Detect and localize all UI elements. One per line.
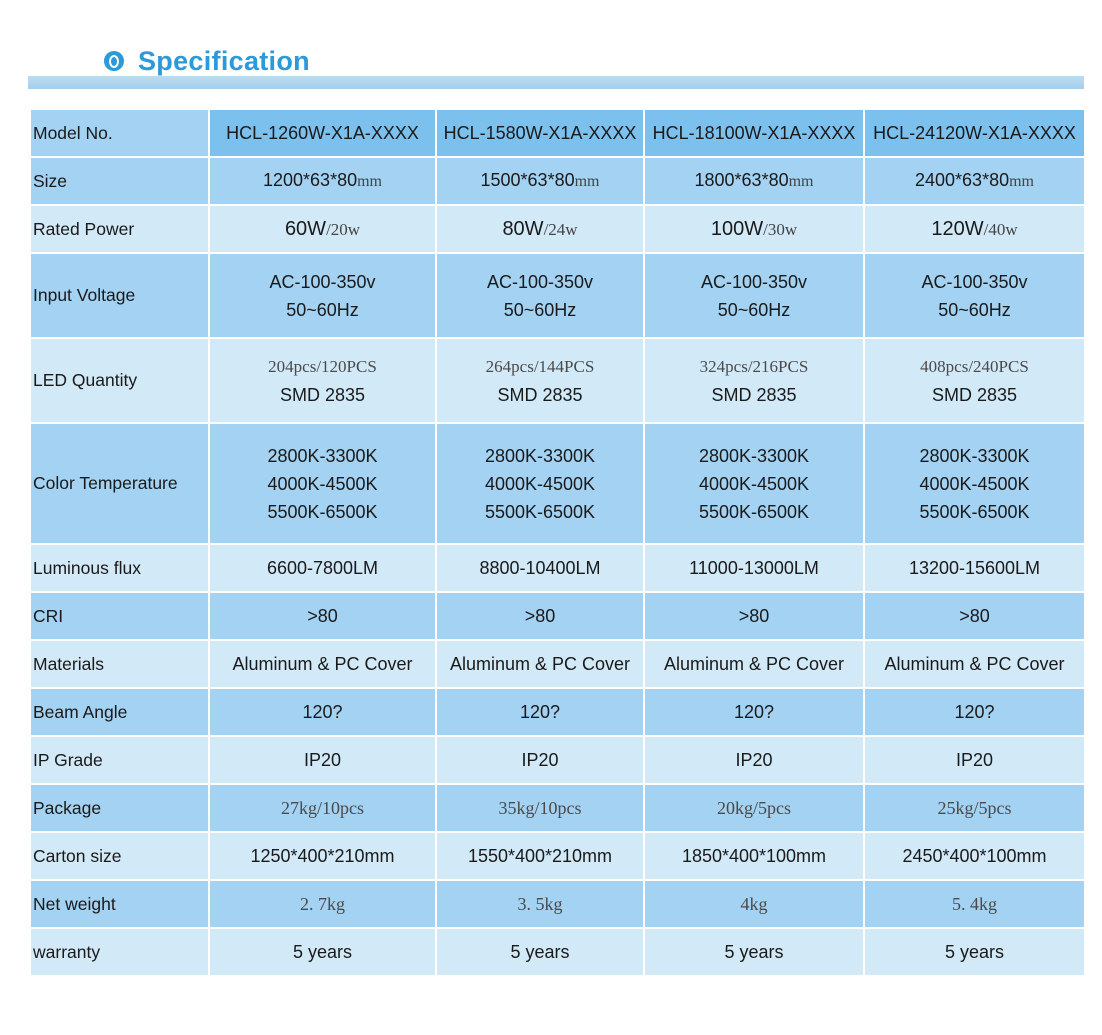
table-row-cri xyxy=(30,592,1085,640)
beam-cell: 120? xyxy=(209,688,436,736)
beam-cell: 120? xyxy=(864,688,1085,736)
voltage-cell xyxy=(864,253,1085,338)
row-label: IP Grade xyxy=(30,736,209,784)
led-type: SMD 2835 xyxy=(711,384,797,405)
net-weight-cell: 2. 7kg xyxy=(209,880,436,928)
ip-cell: IP20 xyxy=(644,736,864,784)
page-title: Specification xyxy=(138,45,310,76)
circle-o-icon xyxy=(104,51,124,71)
cct-cell xyxy=(436,423,644,544)
frequency-line: 50~60Hz xyxy=(717,299,791,320)
warranty-cell: 5 years xyxy=(864,928,1085,976)
power-low: /30w xyxy=(763,219,798,239)
table-row-ip xyxy=(30,736,1085,784)
led-count: 408pcs/240PCS xyxy=(920,356,1029,376)
led-cell xyxy=(209,338,436,423)
size-unit: mm xyxy=(357,173,382,190)
table-row-beam xyxy=(30,688,1085,736)
beam-cell: 120? xyxy=(436,688,644,736)
led-count: 324pcs/216PCS xyxy=(699,356,809,376)
table-row-led xyxy=(30,338,1085,423)
size-cell xyxy=(644,157,864,205)
materials-cell: Aluminum & PC Cover xyxy=(436,640,644,688)
package-cell: 25kg/5pcs xyxy=(864,784,1085,832)
net-weight-cell: 4kg xyxy=(644,880,864,928)
size-cell xyxy=(864,157,1085,205)
size-dims: 1200*63*80 xyxy=(263,170,358,190)
cri-cell: >80 xyxy=(644,592,864,640)
frequency-line: 50~60Hz xyxy=(286,299,359,320)
table-row-voltage xyxy=(30,253,1085,338)
cct-line: 5500K-6500K xyxy=(919,501,1030,522)
cct-cell xyxy=(209,423,436,544)
voltage-line: AC-100-350v xyxy=(921,271,1028,292)
table-row-size xyxy=(30,157,1085,205)
carton-cell: 1550*400*210mm xyxy=(436,832,644,880)
row-label: warranty xyxy=(30,928,209,976)
power-high: 100W xyxy=(710,217,764,240)
table-row-cct xyxy=(30,423,1085,544)
cct-line: 4000K-4500K xyxy=(267,473,378,494)
voltage-cell xyxy=(436,253,644,338)
model-cell: HCL-18100W-X1A-XXXX xyxy=(644,109,864,157)
row-label: Net weight xyxy=(30,880,209,928)
carton-cell: 1850*400*100mm xyxy=(644,832,864,880)
voltage-line: AC-100-350v xyxy=(269,271,376,292)
row-label: Rated Power xyxy=(30,205,209,253)
flux-cell: 8800-10400LM xyxy=(436,544,644,592)
voltage-cell xyxy=(209,253,436,338)
row-label: Package xyxy=(30,784,209,832)
net-weight-cell: 5. 4kg xyxy=(864,880,1085,928)
power-low: /40w xyxy=(983,219,1018,239)
row-label: Input Voltage xyxy=(30,253,209,338)
cct-line: 4000K-4500K xyxy=(484,473,596,494)
led-type: SMD 2835 xyxy=(497,384,583,405)
power-cell xyxy=(209,205,436,253)
frequency-line: 50~60Hz xyxy=(503,299,577,320)
model-cell: HCL-1260W-X1A-XXXX xyxy=(209,109,436,157)
warranty-cell: 5 years xyxy=(209,928,436,976)
row-label: Materials xyxy=(30,640,209,688)
cct-cell xyxy=(644,423,864,544)
model-cell: HCL-1580W-X1A-XXXX xyxy=(436,109,644,157)
cct-line: 5500K-6500K xyxy=(698,501,810,522)
header-divider xyxy=(28,76,1084,89)
table-row-flux xyxy=(30,544,1085,592)
carton-cell: 2450*400*100mm xyxy=(864,832,1085,880)
voltage-cell xyxy=(644,253,864,338)
net-weight-cell: 3. 5kg xyxy=(436,880,644,928)
row-label: Beam Angle xyxy=(30,688,209,736)
package-cell: 27kg/10pcs xyxy=(209,784,436,832)
warranty-cell: 5 years xyxy=(436,928,644,976)
led-cell xyxy=(436,338,644,423)
voltage-line: AC-100-350v xyxy=(700,271,808,292)
flux-cell: 13200-15600LM xyxy=(864,544,1085,592)
power-cell xyxy=(644,205,864,253)
row-label: Size xyxy=(30,157,209,205)
cct-line: 4000K-4500K xyxy=(698,473,810,494)
power-low: /20w xyxy=(326,219,361,239)
size-unit: mm xyxy=(574,173,600,190)
cct-line: 2800K-3300K xyxy=(484,445,596,466)
beam-cell: 120? xyxy=(644,688,864,736)
row-label: LED Quantity xyxy=(30,338,209,423)
cct-line: 5500K-6500K xyxy=(267,501,378,522)
power-high: 80W xyxy=(502,217,544,240)
spec-table xyxy=(29,108,1086,977)
cct-line: 2800K-3300K xyxy=(267,445,378,466)
size-dims: 2400*63*80 xyxy=(915,170,1010,190)
cct-line: 2800K-3300K xyxy=(919,445,1030,466)
warranty-cell: 5 years xyxy=(644,928,864,976)
size-dims: 1800*63*80 xyxy=(694,170,789,190)
cct-line: 2800K-3300K xyxy=(698,445,810,466)
power-low: /24w xyxy=(543,219,578,239)
cct-cell xyxy=(864,423,1085,544)
led-count: 204pcs/120PCS xyxy=(268,356,377,376)
size-cell xyxy=(209,157,436,205)
size-dims: 1500*63*80 xyxy=(480,170,575,190)
flux-cell: 6600-7800LM xyxy=(209,544,436,592)
power-high: 60W xyxy=(284,217,327,240)
ip-cell: IP20 xyxy=(209,736,436,784)
table-row-materials xyxy=(30,640,1085,688)
led-count: 264pcs/144PCS xyxy=(485,356,595,376)
led-type: SMD 2835 xyxy=(931,384,1018,405)
package-cell: 35kg/10pcs xyxy=(436,784,644,832)
flux-cell: 11000-13000LM xyxy=(644,544,864,592)
table-row-warranty xyxy=(30,928,1085,976)
row-label: Color Temperature xyxy=(30,423,209,544)
materials-cell: Aluminum & PC Cover xyxy=(644,640,864,688)
led-type: SMD 2835 xyxy=(279,384,366,405)
power-high: 120W xyxy=(931,217,984,240)
materials-cell: Aluminum & PC Cover xyxy=(209,640,436,688)
cri-cell: >80 xyxy=(209,592,436,640)
row-label: Carton size xyxy=(30,832,209,880)
row-label: CRI xyxy=(30,592,209,640)
cri-cell: >80 xyxy=(436,592,644,640)
table-row-package xyxy=(30,784,1085,832)
power-cell xyxy=(436,205,644,253)
cct-line: 4000K-4500K xyxy=(919,473,1030,494)
carton-cell: 1250*400*210mm xyxy=(209,832,436,880)
led-cell xyxy=(864,338,1085,423)
table-row-model xyxy=(30,109,1085,157)
size-unit: mm xyxy=(788,173,814,190)
ip-cell: IP20 xyxy=(864,736,1085,784)
table-row-net-weight xyxy=(30,880,1085,928)
ip-cell: IP20 xyxy=(436,736,644,784)
section-header xyxy=(104,44,310,78)
materials-cell: Aluminum & PC Cover xyxy=(864,640,1085,688)
voltage-line: AC-100-350v xyxy=(486,271,594,292)
size-cell xyxy=(436,157,644,205)
row-label: Model No. xyxy=(30,109,209,157)
power-cell xyxy=(864,205,1085,253)
cct-line: 5500K-6500K xyxy=(484,501,596,522)
size-unit: mm xyxy=(1009,173,1034,190)
row-label: Luminous flux xyxy=(30,544,209,592)
frequency-line: 50~60Hz xyxy=(938,299,1011,320)
table-row-power xyxy=(30,205,1085,253)
model-cell: HCL-24120W-X1A-XXXX xyxy=(864,109,1085,157)
led-cell xyxy=(644,338,864,423)
cri-cell: >80 xyxy=(864,592,1085,640)
package-cell: 20kg/5pcs xyxy=(644,784,864,832)
table-row-carton xyxy=(30,832,1085,880)
